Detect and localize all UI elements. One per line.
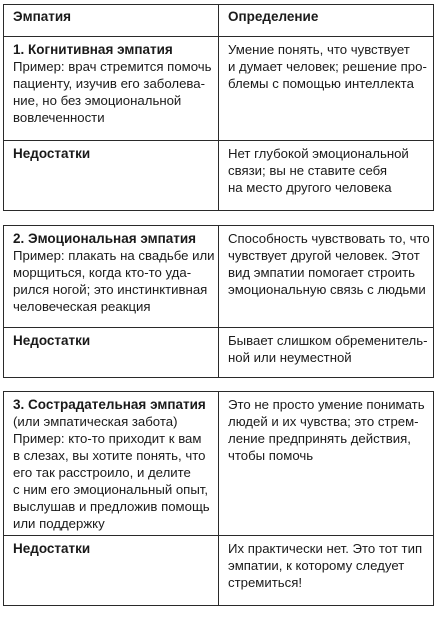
- section-1-drawback-label-cell: [4, 141, 219, 211]
- section-2-definition-line: вид эмпатии помогает строить: [228, 265, 416, 280]
- section-3-subtitle: (или эмпатическая забота): [13, 414, 178, 429]
- section-3-definition-line: чтобы помочь: [228, 448, 314, 463]
- section-2-definition-line: чувствует другой человек. Этот: [228, 248, 420, 263]
- section-3-example-line: выслушав и предложив помощь: [13, 499, 210, 514]
- header-row: [4, 5, 434, 37]
- section-3-example-line: Пример: кто-то приходит к вам: [13, 431, 202, 446]
- section-3-example-line: с ним его эмоциональный опыт,: [13, 482, 209, 497]
- section-1-definition-line: Умение понять, что чувствует: [228, 42, 410, 57]
- section-3-example-line: или поддержку: [13, 516, 105, 531]
- section-3-drawback-label: Недостатки: [13, 541, 91, 556]
- section-2-definition-line: эмоциональную связь с людьми: [228, 282, 426, 297]
- section-1-definition-line: блемы с помощью интеллекта: [228, 76, 414, 91]
- section-2-drawback-line: ной или неуместной: [228, 350, 352, 365]
- empathy-table-2: [3, 225, 434, 378]
- section-2-title: 2. Эмоциональная эмпатия: [13, 231, 197, 246]
- section-1-drawback-line: на место другого человека: [228, 180, 392, 195]
- section-1-example-line: вовлеченности: [13, 110, 105, 125]
- section-2-example-line: человеческая реакция: [13, 299, 151, 314]
- section-2-definition-cell: [219, 226, 434, 328]
- section-1-drawback-text-cell: [219, 141, 434, 211]
- section-1-drawback-line: связи; вы не ставите себя: [228, 163, 388, 178]
- section-1-definition-line: и думает человек; решение про-: [228, 59, 427, 74]
- section-1-drawback-line: Нет глубокой эмоциональной: [228, 146, 409, 161]
- section-1-definition-cell: [219, 37, 434, 141]
- section-2-main-row: [4, 226, 434, 328]
- section-3-definition-line: ление предпринять действия,: [228, 431, 411, 446]
- section-3-drawback-line: эмпатии, к которому следует: [228, 558, 405, 573]
- header-definition: Определение: [219, 5, 434, 37]
- section-3-drawbacks-row: [4, 536, 434, 606]
- section-1-example-line: пациенту, изучив его заболева-: [13, 76, 206, 91]
- section-2-example-line: морщиться, когда кто-то уда-: [13, 265, 192, 280]
- header-empathy: Эмпатия: [4, 5, 219, 37]
- section-1-example-line: Пример: врач стремится помочь: [13, 59, 212, 74]
- section-1-drawback-label: Недостатки: [13, 146, 91, 161]
- section-3-drawback-line: Их практически нет. Это тот тип: [228, 541, 423, 556]
- section-2-drawback-text-cell: [219, 328, 434, 378]
- section-2-drawback-label-cell: [4, 328, 219, 378]
- empathy-table-1: [3, 4, 434, 211]
- section-1-description-cell: [4, 37, 219, 141]
- section-1-title: 1. Когнитивная эмпатия: [13, 42, 173, 57]
- section-3-drawback-line: стремиться!: [228, 575, 303, 590]
- section-3-definition-line: людей и их чувства; это стрем-: [228, 414, 419, 429]
- section-2-example-line: Пример: плакать на свадьбе или: [13, 248, 215, 263]
- section-3-description-cell: [4, 392, 219, 536]
- section-3-definition-line: Это не просто умение понимать: [228, 397, 425, 412]
- section-2-description-cell: [4, 226, 219, 328]
- section-1-drawbacks-row: [4, 141, 434, 211]
- empathy-table-3: [3, 391, 434, 606]
- section-3-drawback-text-cell: [219, 536, 434, 606]
- section-3-example-line: его так расстроило, и делите: [13, 465, 191, 480]
- section-3-drawback-label-cell: [4, 536, 219, 606]
- section-2-drawback-line: Бывает слишком обременитель-: [228, 333, 428, 348]
- section-3-main-row: [4, 392, 434, 536]
- section-2-drawback-label: Недостатки: [13, 333, 91, 348]
- section-1-example-line: ние, но без эмоциональной: [13, 93, 182, 108]
- section-2-example-line: рился ногой; это инстинктивная: [13, 282, 208, 297]
- section-3-title: 3. Сострадательная эмпатия: [13, 397, 206, 412]
- section-3-example-line: в слезах, вы хотите понять, что: [13, 448, 206, 463]
- section-1-main-row: [4, 37, 434, 141]
- section-2-definition-line: Способность чувствовать то, что: [228, 231, 430, 246]
- section-3-definition-cell: [219, 392, 434, 536]
- section-2-drawbacks-row: [4, 328, 434, 378]
